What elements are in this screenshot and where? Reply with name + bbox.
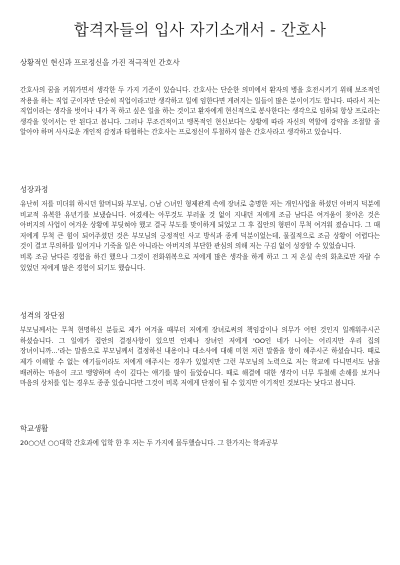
- section-personality: [20, 310, 380, 389]
- section-heading: 학교생활: [20, 423, 49, 433]
- intro-paragraph: 간호사의 꿈을 키워가면서 생각한 두 가지 기준이 있습니다. 간호사는 단순한 의미에서 환자의 병을 호전시키기 위해 보조적인 작용을 하는 직업 군이자만 단순히 직업이라고만 생각하고 일에 임한다면 게려지는 일들이 많은 분이이기도 합니다. 따라서 저는 직업이라는 생각을 벗어나 내가 꼭 하고 싶은 일을 하는 것이고 환자에게 현신적으로 봉사한다는 생각으로 임하되 항상 프로라는 생각을 잊어서는 안 된다고 봅니다. 그러나 무조건적이고 맹목적인 현신보다는 상황에 따라 자신의 역할에 강약을 조절할 줄 알아야 하며 사사로운 개인적 감정과 타협하는 간호사는 프로정신이 투철하지 않은 간호사라고 생각하고 있습니다.: [20, 86, 380, 137]
- document-title: 합격자들의 입사 자기소개서 - 간호사: [73, 21, 327, 39]
- section-paragraph: 20○○년 ○○대학 간호과에 입학 한 후 저는 두 가지에 몰두했습니다. 그 한가지는 학과공부: [20, 438, 279, 447]
- section-paragraph: 비록 조금 남다른 경험을 하긴 했으나 그것이 전화위복으로 저에게 많은 생각을 하게 하고 그 저 온실 속의 화초로만 자랄 수 있었던 저에게 많은 경험이 되기도 했습니다.: [20, 252, 380, 272]
- section-heading: 성장과정: [20, 184, 49, 194]
- section-growth: [20, 184, 380, 273]
- section-paragraph: 유난히 저를 미더워 하시던 할머니와 부모님, ○남 ○녀인 형제관계 속에 장녀로 총명한 저는 개인사업을 하셨던 아버지 덕분에 비교적 유복한 유년기를 보냈습니다. 여겼세는 아무것도 부러울 것 없이 지내던 저에게 조금 남다른 여겨움이 찾아온 것은 아버지의 사업이 여겨운 상황에 부딪혀야 했고 결국 부도를 맞이하게 되었고 그 후 집안의 형편이 무척 여겨워 졌습니다. 그 때 저에게 무척 큰 힘이 되어주셨던 것은 부모님의 긍정적인 사고 방식과 종게 덕분이었는데, 물질적으로 조금 상황이 어렵다는 것이 결코 무의하를 일어거나 기죽을 일은 아니라는 아버지의 부단한 관심의 의해 저는 구김 없이 성장할 수 있었습니다.: [20, 199, 380, 251]
- document-subtitle: 상황적인 현신과 프로정신을 가진 적극적인 간호사: [20, 58, 180, 67]
- section-school-life: [20, 423, 380, 449]
- section-paragraph: 부모님께서는 무척 현명하신 분들로 제가 여겨울 때부터 저에게 장녀로써의 책임감이나 의무가 어떤 것인지 일깨워주시곤 하셨습니다. 그 일에가 집안의 결정사항이 있으면 언제나 장녀인 저에게 'OO인 네가 나이는 어리지만 우리 집의 장녀이니까...'라는 말씀으로 부모님께서 결정하신 내용이나 대소사에 대해 미현 저런 말씀을 항이 해주시곤 하셨습니다. 때로 제가 이해할 수 없는 얘기들이라도 저에게 얘주시는 경우가 있었지만 그런 부모님의 노력으로 저는 학교에 다니면서도 남을 배려하는 마음이 크고 맹양하며 속이 깊다는 얘기를 많이 들었습니다. 때로 해결에 대한 생각이 너무 투철해 손해를 보거나 마음의 상처를 입는 경우도 종종 있습니다만 그것이 비록 저에게 단점이 될 수 있지만 이기적인 것보다는 낫다고 봅니다.: [20, 326, 380, 388]
- section-heading: 성격의 장단점: [20, 311, 65, 321]
